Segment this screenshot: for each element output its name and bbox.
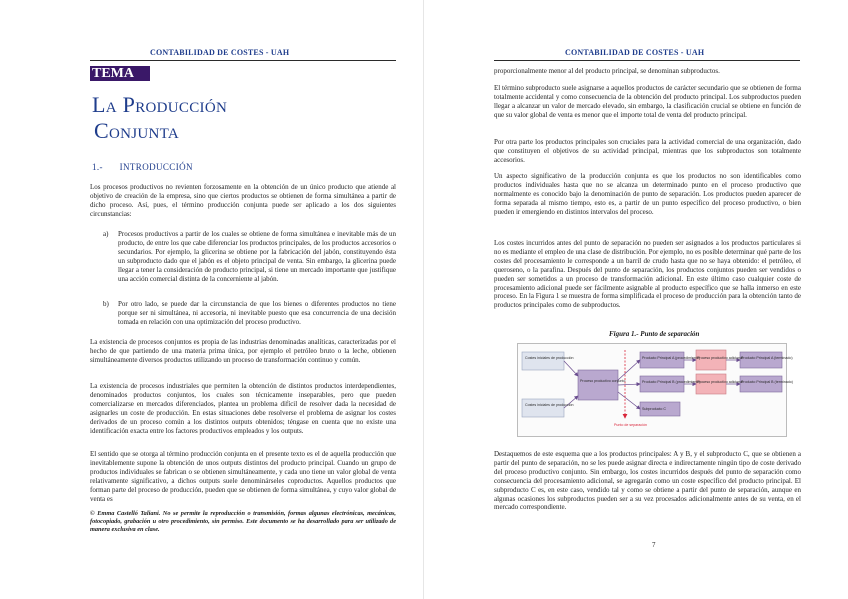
running-head: CONTABILIDAD DE COSTES - UAH [150,48,290,57]
figure-separation-diagram [517,343,793,437]
section-heading [92,162,193,172]
list-marker-b: b) [103,300,109,308]
label-costs-before: Costes iniciales de producción [525,356,574,360]
section-title: INTRODUCCIÓN [119,162,193,172]
box-process-b [696,374,726,394]
box-product-b [640,376,684,392]
label-split-point: Punto de separación [614,423,647,427]
paragraph-principal: Por otra parte los productos principales son cruciales para la actividad comercial de una organización, dado que constituyen el objetivos de su actividad principal, mientras que los subproductos son totalmente accesorios. [494,138,801,164]
label-final-b: Producto Principal B (terminado) [741,380,793,384]
label-final-a: Producto Principal A (terminado) [741,356,793,360]
chapter-title-line2: Conjunta [94,118,180,143]
list-item-b: Por otro lado, se puede dar la circunstancia de que los bienes o diferentes productos no tiene porque ser ni simultánea, ni accesoria, ni inevitable puesto que esa concurrencia de una decisión tomada en relación con una optimización del proceso productivo. [118,300,396,326]
box-final-a [740,352,782,368]
box-costs-separate [522,399,564,417]
list-item-a: Procesos productivos a partir de los cuales se obtiene de forma simultánea e inevitable más de un producto, de entre los que cabe diferenciar los productos principales, de los productos accesorios o secundarios. Por ejemplo, la glicerina se obtiene por la fabricación del jabón, constituyendo ésta un subproducto dado que el jabón es el objeto principal de venta. Sin embargo, la glicerina puede llegar a tener la consideración de producto principal, si tiene un mercado importante que justifique una acción comercial distinta de la concerniente al jabón. [118,230,396,283]
tema-label: TEMA 10 [90,66,150,81]
list-marker-a: a) [103,230,109,238]
label-costs-separate: Costes iniciales de producción [525,403,574,407]
label-product-a: Producto Principal A (procedimiento) [642,356,701,360]
label-joint-process: Proceso productivo conjunto [580,379,626,383]
label-product-b: Producto Principal B (procedimiento) [642,380,701,384]
box-costs-before [522,352,564,370]
paragraph-separation-point: Un aspecto significativo de la producción conjunta es que los productos no son identificables como productos individuales hasta que no se alcanza un determinado punto en el proceso productivo que normalmente es conocido bajo la denominación de punto de separación. Los productos pueden aparecer de forma separada al mismo tiempo, esto es, a partir de un punto específico del proceso productivo, o bien pueden ir emergiendo en distintos intervalos del proceso. [494,172,801,216]
chapter-title-line1: La Producción [92,92,228,117]
figure-caption: Figura 1.- Punto de separación [609,330,700,338]
label-byproduct-c: Subproducto C [642,407,666,411]
paragraph-continuation: proporcionalmente menor al del producto principal, se denominan subproductos. [494,67,720,75]
running-head: CONTABILIDAD DE COSTES - UAH [565,48,705,57]
header-rule [494,60,800,61]
arrow-process-to-b [618,384,640,385]
label-process-b: Proceso productivo adicional [697,380,743,384]
paragraph-coproducts: El sentido que se otorga al término producción conjunta en el presente texto es el de aquella producción que inevitablemente supone la obtención de unos outputs distintos del producto principal. Cuando un grupo de productos individuales se fabrican o se obtienen simultáneamente, y cada uno tiene un valor global de venta relativamente significativo, a dichos outputs suele denominárseles coproductos. Aquellos productos que forman parte del proceso de producción, pueden que se obtienen de forma simultánea, y cuyo valor global de venta es [90,450,396,503]
paragraph-industries: La existencia de procesos conjuntos es propia de las industrias denominadas analíticas, caracterizadas por el hecho de que partiendo de una materia prima única, por ejemplo el petróleo bruto o la leche, obtienen simultáneamente diversos productos utilizando un proceso de transformación continuo y común. [90,338,396,364]
page-number: 7 [652,541,656,549]
paragraph-subproduct: El término subproducto suele asignarse a aquellos productos de carácter secundario que se obtienen de forma totalmente accidental y como consecuencia de la obtención del producto principal. Los subproductos pueden llegar a alcanzar un valor de mercado elevado, sin embargo, la clasificación crucial se obtiene en función de que su valor global de venta es menor que el importe total de venta del producto principal. [494,84,801,119]
right-page [424,0,848,599]
paragraph-joint-products: La existencia de procesos industriales que permiten la obtención de distintos productos interdependientes, denominados productos conjuntos, los cuales son técnicamente inseparables, pero que pueden comercializarse en mercados diferenciados, plantea un problema difícil de resolver dada la necesidad de asignarles un coste de producción. En estas situaciones debe resolverse el problema de asignar los costes derivados de un proceso común a los distintos outputs obtenidos; téngase en cuenta que no existe una identificación exacta entre los factores productivos empleados y los outputs. [90,382,396,435]
paragraph-costs: Los costes incurridos antes del punto de separación no pueden ser asignados a los productos particulares si no es mediante el empleo de una clase de distribución. Por ejemplo, no es posible determinar qué parte de los costes del procesamiento le corresponde a un barril de crudo hasta que no se haya obtenido: el petróleo, el queroseno, o la parafina. Después del punto de separación, los productos conjuntos pueden ser vendidos o pueden ser sometidos a un proceso de transformación adicional. En este último caso cualquier coste de procesamiento adicional puede ser fácilmente asignable al producto específico que se halla inmerso en este proceso. En la Figura 1 se muestra de forma simplificada el proceso de producción para la obtención tanto de productos principales como de subproductos. [494,239,801,310]
arrow-process-to-c [618,392,640,409]
label-process-a: Proceso productivo adicional [697,356,743,360]
box-product-a [640,352,684,368]
arrow-process-to-a [618,360,640,380]
diagram-svg [518,344,793,436]
chapter-title [92,92,227,144]
box-final-b [740,376,782,392]
paragraph-intro: Los procesos productivos no revienten forzosamente en la obtención de un único producto que atiende al objetivo de creación de la empresa, sino que ciertos productos se obtienen de forma simultánea a partir de dicho proceso. Así, pues, el término producción conjunta puede ser aplicado a los dos siguientes circunstancias: [90,183,396,218]
box-joint-process [578,370,618,400]
box-process-a [696,350,726,370]
header-rule [90,60,396,61]
arrow-costs-to-process [564,361,578,376]
paragraph-scheme-summary: Destaquemos de este esquema que a los productos principales: A y B, y el subproducto C, que se obtienen a partir del punto de separación, no se les puede asignar directa e indirectamente ningún tipo de coste derivado del proceso productivo conjunto. Sin embargo, los costes incurridos después del punto de separación como consecuencia del procesamiento adicional, se agregarán como un coste específico del producto principal. El subproducto C es, en este caso, vendido tal y como se obtiene a partir del punto de separación, aunque en algunas ocasiones los subproductos pueden ser a su vez procesados adicionalmente antes de su venta, en el mercado correspondiente. [494,450,801,512]
section-number: 1.- [92,162,103,172]
copyright-note: © Emma Castelló Taliani. No se permite la reproducción o transmisión, formas algunas electrónicas, mecánicas, fotocopiado, grabación u otro procedimiento, sin permiso. Este documento se ha desarrollado para ser utilizado de manera exclusiva en clase. [90,510,396,533]
